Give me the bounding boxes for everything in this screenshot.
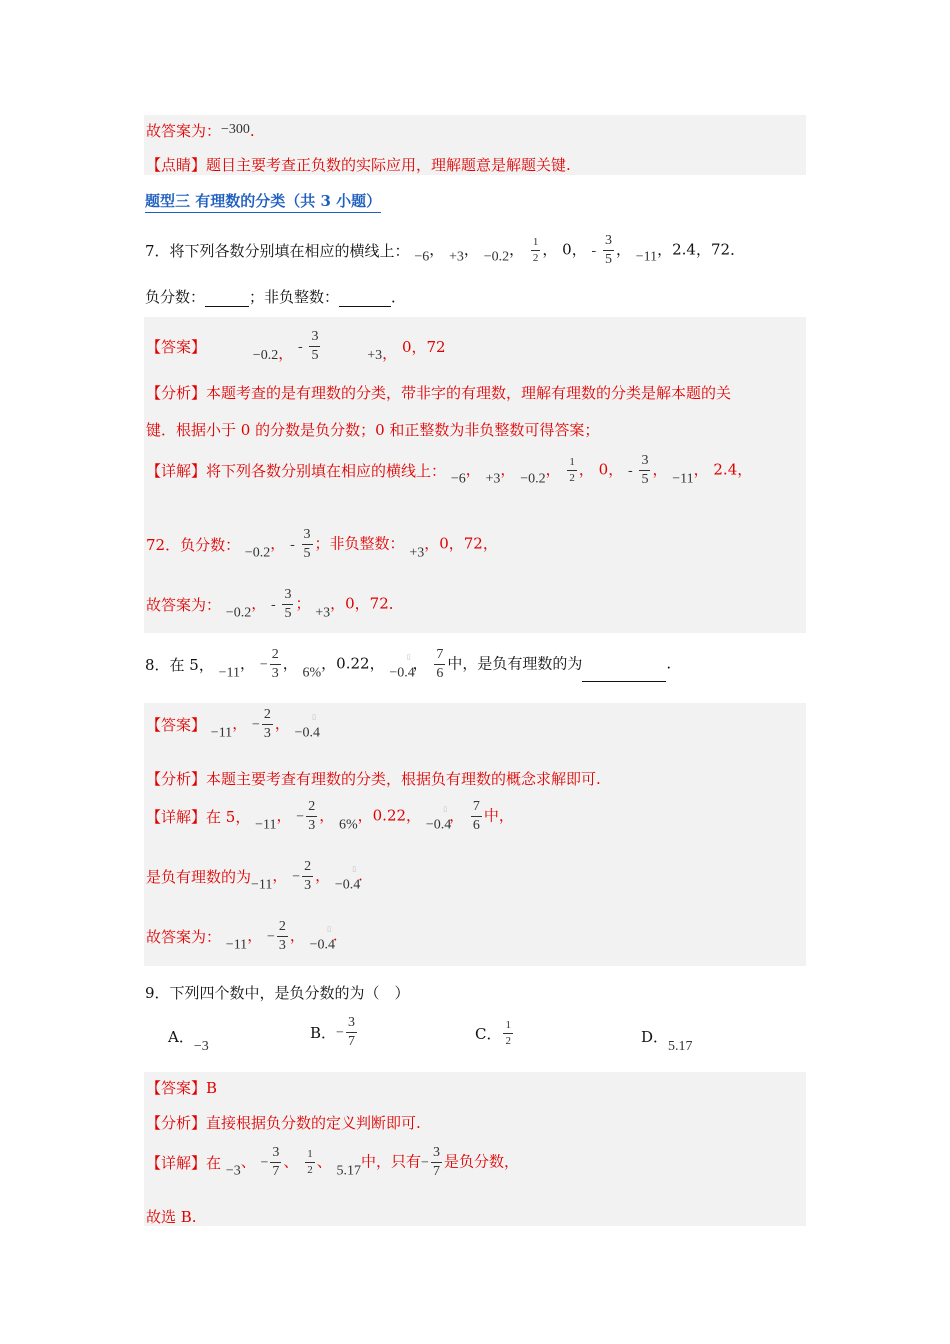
fraction: $\frac{3}{5}$ — [311, 329, 319, 363]
q8-detail-2: 是负有理数的为−11， − $\frac{2}{3}$ ， −0.4▯ . — [146, 859, 363, 893]
q7-question: 7．将下列各数分别填在相应的横线上： −6， +3， −0.2， $\frac{1}{2}$ ， 0， - $\frac{3}{5}$ ， −11，2.4，72． — [145, 233, 746, 267]
previous-answer-line: 故答案为：−300. — [146, 122, 255, 140]
q9-option-c[interactable]: C． $\frac{1}{2}$ — [475, 1019, 511, 1047]
q7-answer: 【答案】 −0.2， - $\frac{3}{5}$ +3， 0，72 — [146, 329, 446, 363]
fraction: $\frac{2}{3}$ — [304, 859, 312, 893]
q9-option-b[interactable]: B．− $\frac{3}{7}$ — [310, 1015, 355, 1049]
fraction: $\frac{1}{2}$ — [505, 1019, 511, 1047]
comment-text: 题目主要考查正负数的实际应用，理解题意是解题关键. — [206, 156, 571, 174]
fraction: $\frac{3}{5}$ — [284, 587, 292, 621]
fraction: $\frac{3}{5}$ — [604, 233, 612, 267]
q7-fill-line: 负分数： ；非负整数： ． — [145, 288, 407, 306]
q8-final: 故答案为： −11， − $\frac{2}{3}$ ， −0.4▯ . — [146, 919, 338, 953]
q7-final: 故答案为： −0.2， - $\frac{3}{5}$ ； +3，0，72． — [146, 587, 404, 621]
fraction: $\frac{1}{2}$ — [307, 1148, 313, 1176]
fraction: $\frac{1}{2}$ — [569, 456, 575, 484]
answer-blank[interactable] — [582, 667, 666, 682]
fraction: $\frac{7}{6}$ — [472, 799, 480, 833]
q8-answer: 【答案】 −11， − $\frac{2}{3}$ ， −0.4▯ — [146, 707, 321, 741]
answer-blank[interactable] — [339, 292, 391, 307]
q7-analysis-2: 键．根据小于 0 的分数是负分数；0 和正整数为非负整数可得答案； — [146, 421, 600, 439]
fraction: $\frac{7}{6}$ — [436, 647, 444, 681]
fraction: $\frac{3}{7}$ — [432, 1145, 440, 1179]
fraction: $\frac{3}{7}$ — [272, 1145, 280, 1179]
q7-detail-1: 【详解】将下列各数分别填在相应的横线上： −6， +3， −0.2， $\frac{1}{2}$ ， 0， - $\frac{3}{5}$ ， −11， 2.4， — [146, 453, 753, 487]
fraction: $\frac{3}{7}$ — [347, 1015, 355, 1049]
q7-analysis-1: 【分析】本题考查的是有理数的分类，带非字的有理数，理解有理数的分类是解本题的关 — [146, 384, 732, 402]
q9-answer: 【答案】B — [146, 1079, 218, 1097]
fraction: $\frac{2}{3}$ — [263, 707, 271, 741]
fraction: $\frac{3}{5}$ — [303, 527, 311, 561]
answer-blank[interactable] — [205, 292, 249, 307]
q8-analysis: 【分析】本题主要考查有理数的分类，根据负有理数的概念求解即可. — [146, 770, 601, 788]
q7-detail-2: 72．负分数： −0.2， - $\frac{3}{5}$ ；非负整数： +3，0，72， — [146, 527, 498, 561]
q8-detail-1: 【详解】在 5， −11， − $\frac{2}{3}$ ， 6%，0.22， −0.4▯ ， $\frac{7}{6}$ 中， — [146, 799, 514, 833]
q9-detail: 【详解】在 −3、 − $\frac{3}{7}$ 、 $\frac{1}{2}$ 、 5.17中，只有− $\frac{3}{7}$ 是负分数， — [146, 1145, 519, 1179]
q9-question: 9．下列四个数中，是负分数的为（ ） — [145, 984, 410, 1002]
fraction: $\frac{2}{3}$ — [271, 647, 279, 681]
q8-question: 8．在 5， −11， − $\frac{2}{3}$ ， 6%，0.22， −0.4▯ ， $\frac{7}{6}$ 中，是负有理数的为 . — [145, 647, 672, 681]
q9-analysis: 【分析】直接根据负分数的定义判断即可. — [146, 1114, 421, 1132]
q9-option-d[interactable]: D．5.17 — [641, 1028, 693, 1054]
fraction: $\frac{1}{2}$ — [532, 236, 539, 264]
fraction: $\frac{3}{5}$ — [641, 453, 649, 487]
q9-final: 故选 B. — [146, 1208, 197, 1226]
comment-tag: 【点睛】 — [146, 156, 207, 174]
q9-option-a[interactable]: A．−3 — [168, 1028, 209, 1054]
section-heading: 题型三 有理数的分类（共 3 小题） — [145, 190, 381, 213]
fraction: $\frac{2}{3}$ — [278, 919, 286, 953]
fraction: $\frac{2}{3}$ — [308, 799, 316, 833]
comment-line — [146, 154, 571, 175]
answer-value: −300 — [221, 122, 250, 137]
